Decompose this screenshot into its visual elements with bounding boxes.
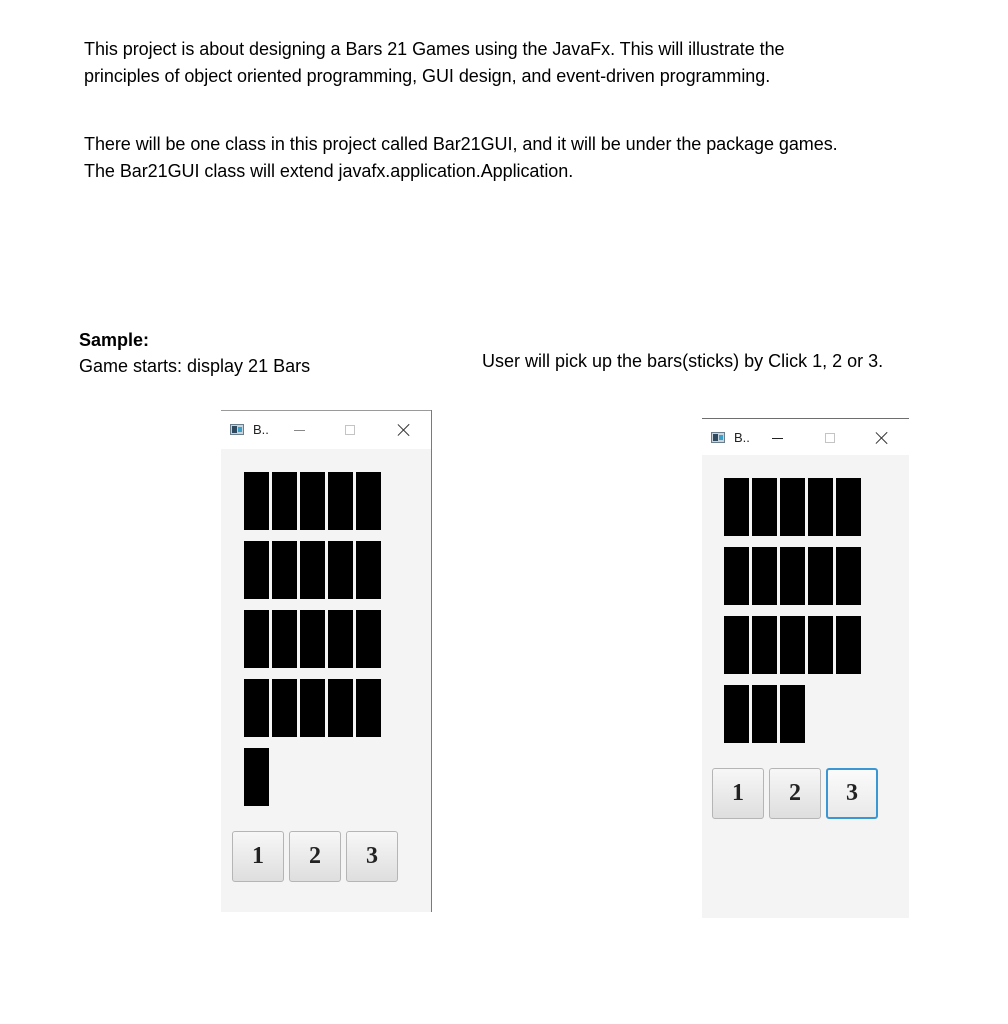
- bar-stick: [272, 679, 297, 737]
- intro-paragraph-2-line-1: There will be one class in this project called Bar21GUI, and it will be under the package games.: [84, 134, 838, 154]
- close-button[interactable]: [386, 411, 422, 449]
- bar-stick: [328, 472, 353, 530]
- bar-stick: [356, 541, 381, 599]
- bar-stick: [300, 679, 325, 737]
- bar-stick: [808, 616, 833, 674]
- bar-stick: [328, 679, 353, 737]
- bar-row: [244, 541, 381, 599]
- pick-buttons: [232, 831, 398, 882]
- bar-stick: [752, 685, 777, 743]
- bar-stick: [780, 616, 805, 674]
- bar-stick: [244, 541, 269, 599]
- bar-stick: [328, 541, 353, 599]
- maximize-icon: [345, 425, 355, 435]
- bar-row: [244, 610, 381, 668]
- bar-row: [724, 547, 861, 605]
- bar-stick: [272, 472, 297, 530]
- bar-stick: [244, 748, 269, 806]
- bar-stick: [300, 472, 325, 530]
- intro-paragraph-2-line-2: The Bar21GUI class will extend javafx.application.Application.: [84, 160, 574, 181]
- bar-stick: [356, 472, 381, 530]
- bar-stick: [724, 685, 749, 743]
- close-icon: [875, 431, 889, 445]
- intro-paragraph-1: [84, 36, 785, 89]
- bar-stick: [836, 547, 861, 605]
- bar-stick: [724, 616, 749, 674]
- bar-stick: [836, 478, 861, 536]
- bar-stick: [356, 679, 381, 737]
- bar-stick: [300, 541, 325, 599]
- pick-3-button[interactable]: 3: [826, 768, 878, 819]
- pick-1-button[interactable]: 1: [232, 831, 284, 882]
- bars-grid: [244, 472, 381, 817]
- sample-heading: Sample:: [79, 330, 150, 350]
- bar-stick: [752, 478, 777, 536]
- pick-2-button[interactable]: 2: [289, 831, 341, 882]
- bar-row: [724, 685, 861, 743]
- bar-stick: [836, 616, 861, 674]
- bar-row: [244, 472, 381, 530]
- java-app-icon: [230, 424, 244, 435]
- window-titlebar[interactable]: [221, 410, 431, 449]
- maximize-button[interactable]: [332, 411, 368, 449]
- bars-grid: [724, 478, 861, 754]
- bar-row: [724, 616, 861, 674]
- right-caption: User will pick up the bars(sticks) by Click 1, 2 or 3.: [482, 351, 884, 371]
- bar-stick: [356, 610, 381, 668]
- minimize-button[interactable]: [759, 419, 795, 457]
- bar-stick: [752, 616, 777, 674]
- bar-stick: [272, 610, 297, 668]
- game-window-after-pick: [702, 418, 909, 918]
- bar-stick: [244, 472, 269, 530]
- bar-stick: [328, 610, 353, 668]
- bar-stick: [724, 478, 749, 536]
- intro-paragraph-1-line-1: This project is about designing a Bars 21 Games using the JavaFx. This will illustrate the: [84, 39, 785, 59]
- close-icon: [397, 423, 411, 437]
- game-window-start: [221, 410, 432, 912]
- pick-2-button[interactable]: 2: [769, 768, 821, 819]
- bar-stick: [780, 685, 805, 743]
- bar-stick: [244, 679, 269, 737]
- bar-stick: [780, 547, 805, 605]
- intro-paragraph-1-line-2: principles of object oriented programming, GUI design, and event-driven programming.: [84, 65, 771, 86]
- window-title: B..: [734, 430, 750, 445]
- bar-stick: [300, 610, 325, 668]
- close-button[interactable]: [864, 419, 900, 457]
- bar-row: [724, 478, 861, 536]
- bar-stick: [724, 547, 749, 605]
- bar-stick: [272, 541, 297, 599]
- pick-3-button[interactable]: 3: [346, 831, 398, 882]
- bar-stick: [808, 547, 833, 605]
- bar-row: [244, 679, 381, 737]
- bar-stick: [752, 547, 777, 605]
- maximize-icon: [825, 433, 835, 443]
- pick-1-button[interactable]: 1: [712, 768, 764, 819]
- bar-row: [244, 748, 381, 806]
- bar-stick: [780, 478, 805, 536]
- pick-buttons: [712, 768, 878, 819]
- minimize-icon: [294, 430, 305, 431]
- minimize-button[interactable]: [281, 411, 317, 449]
- left-caption: Game starts: display 21 Bars: [79, 356, 311, 376]
- window-title: B..: [253, 422, 269, 437]
- window-titlebar[interactable]: [702, 418, 909, 455]
- java-app-icon: [711, 432, 725, 443]
- minimize-icon: [772, 438, 783, 439]
- maximize-button[interactable]: [812, 419, 848, 457]
- bar-stick: [808, 478, 833, 536]
- bar-stick: [244, 610, 269, 668]
- intro-paragraph-2: [84, 131, 838, 184]
